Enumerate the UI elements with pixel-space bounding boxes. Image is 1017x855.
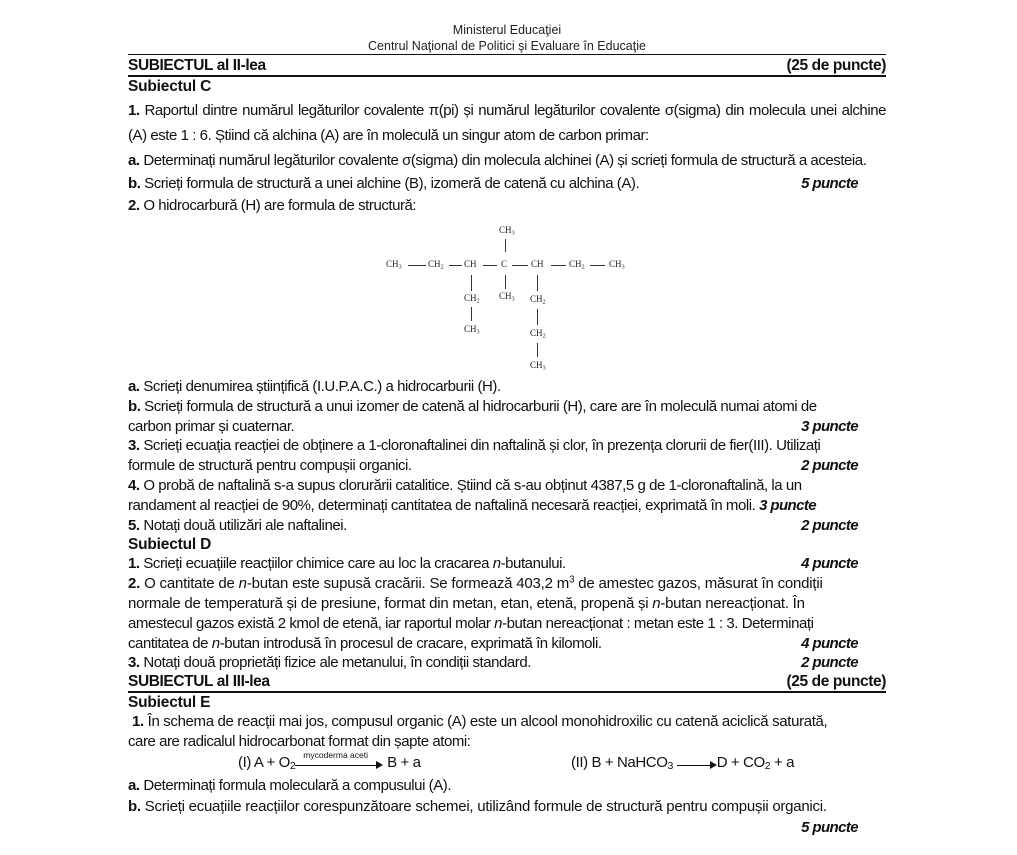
c2-question (128, 195, 886, 217)
d1-n: n (492, 555, 501, 573)
d2-text: de amestec gazos, măsurat în condiții (574, 575, 823, 593)
bond (408, 265, 426, 266)
section-2-points: (25 de puncte) (786, 57, 886, 74)
e1b-question (128, 796, 886, 818)
bond (537, 343, 538, 357)
header-ministry: Ministerul Educaţiei (452, 23, 562, 37)
bond (471, 275, 472, 291)
formula-c5-ch3: $CH_3$ (530, 360, 546, 372)
e1-question-line2: care are radicalul hidrocarbonat format din șapte atomi: (128, 732, 471, 750)
c3-text-2: formule de structură pentru compușii organici. (128, 457, 412, 475)
formula-c4-ch3: $CH_3$ (499, 291, 515, 303)
formula-chain-7: $CH_3$ (609, 259, 625, 271)
c1-points: 5 puncte (801, 175, 858, 192)
d3-question (128, 653, 886, 673)
bond (505, 275, 506, 289)
c1-number: 1. (128, 102, 140, 119)
d2-n: n (494, 614, 503, 632)
reaction-1-left: (I) A + O (238, 753, 290, 771)
d2-text: -butan introdusă în procesul de cracare, exprimată în kilomoli. (219, 634, 602, 652)
d2-question-line4 (128, 634, 886, 654)
d2-text: amestecul gazos există 2 kmol de etenă, iar raportul molar (128, 614, 495, 632)
section-3-points: (25 de puncte) (786, 673, 886, 691)
e1b-text: Scrieți ecuațiile reacțiilor corespunzătoare schemei, utilizând formule de structură pentru compușii organici. (144, 797, 827, 815)
c5-text: Notați două utilizări ale naftalinei. (143, 516, 347, 534)
reaction-2-right: D + CO (716, 753, 765, 771)
d2-n: n (238, 575, 247, 593)
bond (505, 239, 506, 252)
c4-text-1: O probă de naftalină s-a supus clorurării catalitice. Știind că s-au obținut 4387,5 g de 1-cloronaftalină, la un (143, 476, 802, 494)
d1-question (128, 554, 886, 574)
bond (551, 265, 566, 266)
d2-text: cantitatea de (128, 634, 212, 652)
d3-points: 2 puncte (801, 654, 858, 672)
c4-points: 3 puncte (759, 496, 816, 514)
bond (512, 265, 528, 266)
formula-c5-ch2a: $CH_2$ (530, 294, 546, 306)
subject-d-title: Subiectul D (128, 536, 212, 554)
e1a-question (128, 776, 886, 796)
c1-text: Raportul dintre numărul legăturilor covalente π(pi) și numărul legăturilor covalente σ(sigma) din molecula unei alchine (A) este 1 : 6. Știind că alchina (A) are în moleculă un singur atom de carbon primar: (128, 102, 886, 144)
c3-text-1: Scrieți ecuația reacției de obținere a 1-cloronaftalinei din naftalină și clor, în prezența clorurii de fier(III). Utilizați (143, 437, 821, 455)
reaction-2-right: + a (770, 753, 795, 771)
c1b-text: Scrieți formula de structură a unei alchine (B), izomeră de catenă cu alchina (A). (144, 175, 640, 192)
c2-number: 2. (128, 197, 140, 214)
header-center: Centrul Naţional de Politici şi Evaluare în Educaţie (368, 39, 646, 53)
reaction-1-right: B + a (387, 753, 421, 771)
c2b-text-2: carbon primar și cuaternar. (128, 417, 295, 435)
section-3-title: SUBIECTUL al III-lea (128, 673, 270, 691)
e1-text-1: În schema de reacții mai jos, compusul organic (A) este un alcool monohidroxilic cu catenă aciclică saturată, (147, 713, 828, 731)
reaction-2-left: (II) B + NaHCO (571, 753, 668, 771)
e1-points: 5 puncte (801, 818, 858, 836)
d2-n: n (652, 594, 661, 612)
c3-points: 2 puncte (801, 457, 858, 475)
c2b-question-line1 (128, 397, 886, 417)
c2-text: O hidrocarbură (H) are formula de structură: (143, 197, 417, 214)
formula-chain-5: CH (531, 259, 544, 269)
bond (537, 309, 538, 325)
d2-question-line2 (128, 594, 886, 614)
c1a-question (128, 148, 886, 173)
section-2-title: SUBIECTUL al II-lea (128, 57, 266, 74)
d3-text: Notați două proprietăți fizice ale metanului, în condiții standard. (143, 654, 531, 672)
formula-top-ch3: $CH_3$ (499, 225, 515, 237)
c4-text-2: randament al reacției de 90%, determinați cantitatea de naftalină necesară reacției, exprimată în moli. (128, 496, 756, 514)
formula-chain-3: CH (464, 259, 477, 269)
c2b-label: b. (128, 397, 141, 415)
c2a-label: a. (128, 378, 140, 395)
c2b-text-1: Scrieți formula de structură a unui izomer de catenă al hidrocarburii (H), care are în moleculă numai atomi de (144, 397, 817, 415)
d2-text: -butan nereacționat. În (660, 594, 805, 612)
c2-points: 3 puncte (801, 417, 858, 435)
c1-question (128, 98, 886, 148)
section-3-heading (128, 673, 886, 691)
formula-c3-ch2: $CH_2$ (464, 293, 480, 305)
c2a-text: Scrieți denumirea științifică (I.U.P.A.C.) a hidrocarburii (H). (143, 378, 501, 395)
c3-question-line1 (128, 436, 886, 456)
c4-question-line2 (128, 496, 886, 516)
c5-points: 2 puncte (801, 516, 858, 534)
e1-points-row (128, 818, 886, 838)
d2-n: n (211, 634, 220, 652)
reaction-1-sub: 2 (289, 759, 296, 772)
arrow-label: mycoderma aceti (303, 749, 369, 760)
bond (590, 265, 605, 266)
d2-question-line1 (128, 574, 886, 594)
d2-text: -butan este supusă cracării. Se formează 403,2 m (246, 575, 570, 593)
formula-chain-1: $CH_3$ (386, 259, 402, 271)
formula-chain-4: C (501, 259, 508, 269)
formula-c5-ch2b: $CH_2$ (530, 328, 546, 340)
e1b-label: b. (128, 797, 141, 815)
c2b-question-line2 (128, 417, 886, 437)
reaction-2 (571, 754, 794, 771)
c1a-text: Determinați numărul legăturilor covalente σ(sigma) din molecula alchinei (A) și scrieți formula de structură a acesteia. (143, 152, 867, 169)
e1a-label: a. (128, 776, 140, 794)
bond (471, 307, 472, 321)
c5-question (128, 516, 886, 536)
d3-number: 3. (128, 654, 140, 672)
e1-number: 1. (132, 713, 144, 731)
d1-text-pre: Scrieți ecuațiile reacțiilor chimice care au loc la cracarea (143, 555, 493, 573)
d2-text: O cantitate de (144, 575, 239, 593)
c2a-question (128, 377, 886, 397)
bond (483, 265, 497, 266)
section-2-heading (128, 57, 886, 75)
d2-points: 4 puncte (801, 634, 858, 652)
subject-c-title: Subiectul C (128, 78, 212, 95)
reaction-arrow-icon (677, 756, 717, 770)
reaction-arrow-icon (295, 749, 383, 770)
c1b-label: b. (128, 175, 141, 192)
subject-e-title: Subiectul E (128, 694, 211, 712)
d1-points: 4 puncte (801, 555, 858, 573)
structural-formula (128, 217, 886, 377)
reaction-scheme (128, 749, 886, 776)
reaction-2-sub: 3 (667, 759, 673, 772)
exam-page (128, 0, 886, 837)
bond (449, 265, 462, 266)
e1-question-line1 (128, 712, 886, 732)
reaction-2-sub: 2 (764, 759, 771, 772)
d2-number: 2. (128, 575, 141, 593)
c1a-label: a. (128, 152, 140, 169)
c4-question-line1 (128, 476, 886, 496)
d1-text-post: -butanului. (500, 555, 566, 573)
c3-question-line2 (128, 456, 886, 476)
formula-chain-6: $CH_2$ (569, 259, 585, 271)
d2-text: normale de temperatură și de presiune, format din metan, etan, etenă, propenă și (128, 594, 653, 612)
reaction-1 (238, 749, 421, 772)
d1-number: 1. (128, 555, 140, 573)
c1b-question (128, 173, 886, 195)
formula-chain-2: $CH_2$ (428, 259, 444, 271)
d2-question-line3 (128, 614, 886, 634)
header-rule (128, 54, 886, 55)
d2-sup: 3 (569, 574, 575, 586)
c4-number: 4. (128, 476, 140, 494)
e1a-text: Determinați formula moleculară a compusului (A). (143, 776, 452, 794)
c3-number: 3. (128, 437, 140, 455)
bond (537, 275, 538, 291)
d2-text: -butan nereacționat : metan este 1 : 3. Determinați (502, 614, 814, 632)
formula-c3-ch3: $CH_3$ (464, 324, 480, 336)
c5-number: 5. (128, 516, 140, 534)
